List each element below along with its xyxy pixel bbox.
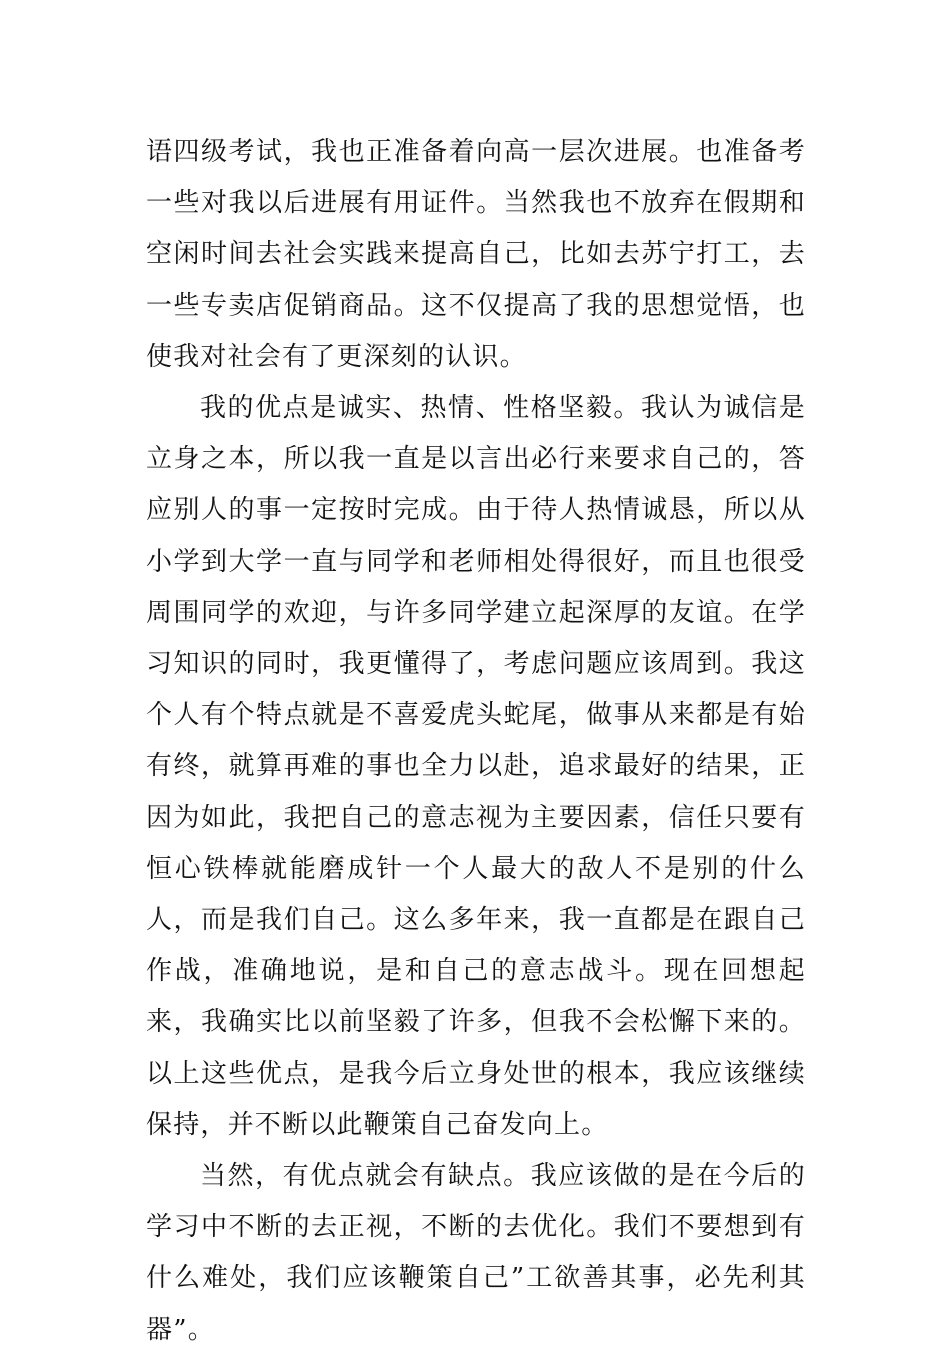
paragraph-continued: 语四级考试，我也正准备着向高一层次进展。也准备考一些对我以后进展有用证件。当然我也不放弃在假期和空闲时间去社会实践来提高自己，比如去苏宁打工，去一些专卖店促销商品。这不仅提高了我的思想觉悟，也使我对社会有了更深刻的认识。 [146, 137, 806, 372]
paragraph-weaknesses: 当然，有优点就会有缺点。我应该做的是在今后的学习中不断的去正视，不断的去优化。我们不要想到有什么难处，我们应该鞭策自己”工欲善其事，必先利其器”。 [146, 1161, 806, 1345]
paragraph-strengths: 我的优点是诚实、热情、性格坚毅。我认为诚信是立身之本，所以我一直是以言出必行来要求自己的，答应别人的事一定按时完成。由于待人热情诚恳，所以从小学到大学一直与同学和老师相处得很好，而且也很受周围同学的欢迎，与许多同学建立起深厚的友谊。在学习知识的同时，我更懂得了，考虑问题应该周到。我这个人有个特点就是不喜爱虎头蛇尾，做事从来都是有始有终，就算再难的事也全力以赴，追求最好的结果，正因为如此，我把自己的意志视为主要因素，信任只要有恒心铁棒就能磨成针一个人最大的敌人不是别的什么人，而是我们自己。这么多年来，我一直都是在跟自己作战，准确地说，是和自己的意志战斗。现在回想起来，我确实比以前坚毅了许多，但我不会松懈下来的。以上这些优点，是我今后立身处世的根本，我应该继续保持，并不断以此鞭策自己奋发向上。 [146, 393, 806, 1140]
document-body [146, 127, 806, 1356]
